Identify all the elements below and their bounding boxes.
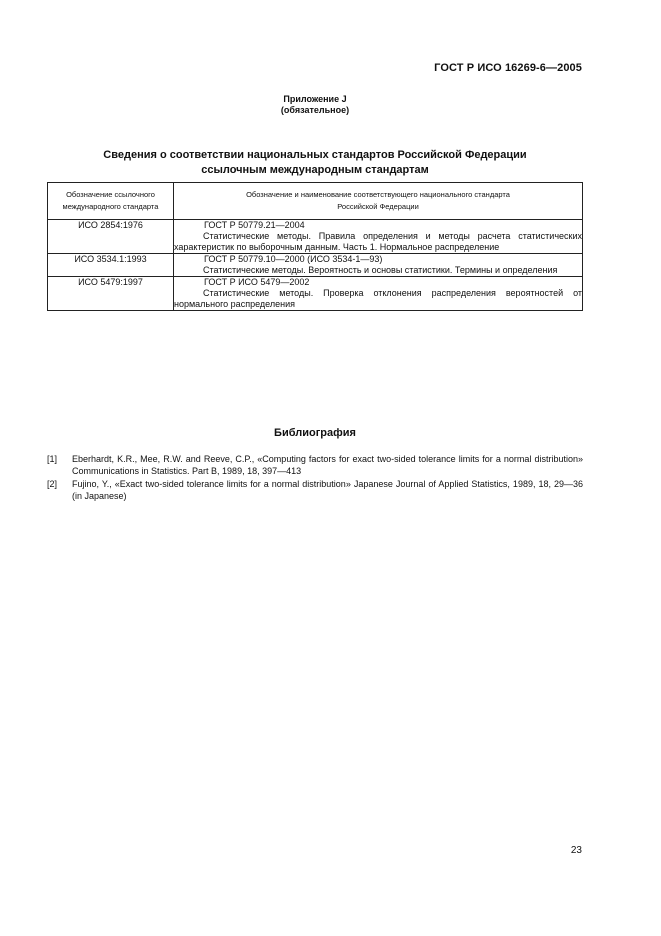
annex-title: Приложение J: [283, 94, 347, 104]
document-code: ГОСТ Р ИСО 16269-6—2005: [434, 62, 582, 74]
bibliography-number: [2]: [47, 479, 58, 489]
annex-heading: [0, 94, 630, 116]
page-number: 23: [570, 845, 582, 856]
col-international-header: [48, 183, 174, 220]
list-item: [47, 453, 583, 477]
standards-table: [47, 182, 583, 311]
bibliography-list: [47, 453, 583, 503]
table-row: [48, 220, 583, 254]
international-standard-code: ИСО 5479:1997: [48, 277, 174, 311]
col2-header-line2: Российской Федерации: [337, 202, 419, 211]
national-standard-cell: [174, 254, 583, 277]
international-standard-code: ИСО 3534.1:1993: [48, 254, 174, 277]
table-row: [48, 277, 583, 311]
col1-header-line1: Обозначение ссылочного: [66, 190, 155, 199]
bibliography-title: Библиография: [274, 427, 356, 439]
list-item: [47, 478, 583, 502]
annex-status: (обязательное): [280, 105, 350, 115]
national-standard-cell: [174, 277, 583, 311]
national-standard-cell: [174, 220, 583, 254]
national-standard-name: Статистические методы. Правила определения и методы расчета статистических характеристик по выборочным данным. Часть 1. Нормальное распределение: [174, 231, 582, 252]
section-title-line1: Сведения о соответствии национальных стандартов Российской Федерации: [103, 149, 527, 161]
section-title-line2: ссылочным международным стандартам: [201, 164, 429, 176]
national-standard-name: Статистические методы. Вероятность и основы статистики. Термины и определения: [203, 265, 558, 275]
col1-header-line2: международного стандарта: [62, 202, 159, 211]
bibliography-entry: Eberhardt, K.R., Mee, R.W. and Reeve, C.P., «Computing factors for exact two-sided tolerance limits for a normal distribution» Communications in Statistics. Part B, 1989, 18, 397—413: [72, 454, 583, 476]
col-national-header: [174, 183, 583, 220]
bibliography-number: [1]: [47, 454, 58, 464]
table-header-row: [48, 183, 583, 220]
bibliography-entry: Fujino, Y., «Exact two-sided tolerance limits for a normal distribution» Japanese Journal of Applied Statistics, 1989, 18, 29—36 (in Japanese): [72, 479, 583, 501]
national-standard-code: ГОСТ Р 50779.21—2004: [204, 220, 305, 230]
international-standard-code: ИСО 2854:1976: [48, 220, 174, 254]
table-row: [48, 254, 583, 277]
national-standard-code: ГОСТ Р 50779.10—2000 (ИСО 3534-1—93): [204, 254, 383, 264]
section-title: [0, 148, 630, 178]
national-standard-name: Статистические методы. Проверка отклонения распределения вероятностей от нормального распределения: [174, 288, 582, 309]
national-standard-code: ГОСТ Р ИСО 5479—2002: [204, 277, 310, 287]
col2-header-line1: Обозначение и наименование соответствующего национального стандарта: [246, 190, 510, 199]
